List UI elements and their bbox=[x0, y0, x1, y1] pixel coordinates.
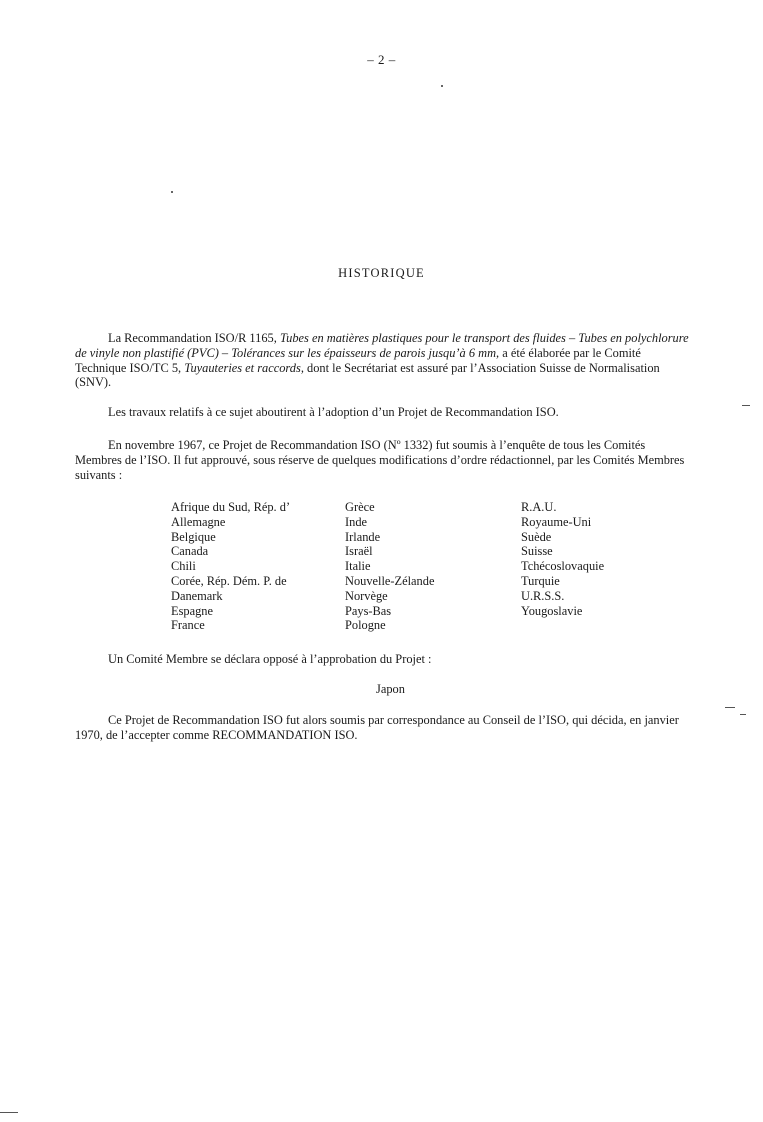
member-item: U.R.S.S. bbox=[521, 588, 565, 603]
paragraph-enquiry bbox=[75, 438, 695, 482]
scan-mark bbox=[740, 714, 746, 715]
member-item: Espagne bbox=[171, 603, 213, 618]
scan-mark bbox=[725, 707, 735, 708]
paragraph-opposition bbox=[75, 652, 695, 667]
member-item: Suisse bbox=[521, 544, 553, 559]
member-item: R.A.U. bbox=[521, 500, 557, 514]
member-item: Afrique du Sud, Rép. d’ bbox=[171, 500, 291, 514]
scan-mark bbox=[742, 405, 750, 406]
member-item: Tchécoslovaquie bbox=[521, 559, 605, 574]
paragraph-history-italic-b: Tuyauteries et raccords, bbox=[184, 360, 304, 375]
paragraph-history bbox=[75, 331, 695, 390]
member-item: Belgique bbox=[171, 529, 216, 544]
paragraph-enquiry-text: En novembre 1967, ce Projet de Recommandation ISO (Nº 1332) fut soumis à l’enquête de tous les Comités Membres de l’ISO. Il fut approuvé, sous réserve de quelques modifications d’ordre rédactionnel, par les Comités Membres suivants : bbox=[75, 438, 685, 482]
member-item: Royaume-Uni bbox=[521, 514, 592, 529]
paragraph-history-text-a: La Recommandation ISO/R 1165, bbox=[108, 331, 280, 345]
scan-speck bbox=[441, 85, 443, 87]
member-item: Danemark bbox=[171, 588, 223, 603]
scan-mark bbox=[0, 1112, 18, 1113]
member-item: Inde bbox=[345, 514, 368, 529]
paragraph-acceptance bbox=[75, 713, 695, 743]
paragraph-history-italic-a: Tubes en matières plastiques pour le transport des fluides – Tubes en polychlorure de vinyle non plastifié (PVC) – Tolérances sur les épaisseurs de parois jusqu’à 6 mm, bbox=[75, 331, 689, 360]
member-item: Turquie bbox=[521, 573, 560, 588]
paragraph-acceptance-text: Ce Projet de Recommandation ISO fut alors soumis par correspondance au Conseil de l’ISO, qui décida, en janvier 1970, de l’accepter comme RECOMMANDATION ISO. bbox=[75, 713, 679, 742]
member-item: Grèce bbox=[345, 500, 375, 514]
page-number: – 2 – bbox=[367, 52, 396, 67]
member-column-2 bbox=[345, 500, 521, 633]
paragraph-adoption bbox=[75, 405, 695, 420]
paragraph-history-text-c: dont le Secrétariat est assuré par l’Association Suisse de Normalisation (SNV). bbox=[75, 360, 660, 390]
member-column-3 bbox=[521, 500, 661, 633]
member-item: Italie bbox=[345, 559, 371, 574]
section-title: HISTORIQUE bbox=[338, 266, 425, 280]
member-item: Chili bbox=[171, 559, 196, 574]
member-item: Suède bbox=[521, 529, 552, 544]
member-column-1 bbox=[171, 500, 345, 633]
member-item: Canada bbox=[171, 544, 209, 559]
opposed-member: Japon bbox=[376, 682, 405, 696]
member-item: Pologne bbox=[345, 618, 386, 633]
paragraph-opposition-text: Un Comité Membre se déclara opposé à l’approbation du Projet : bbox=[108, 652, 432, 666]
member-item: Norvège bbox=[345, 588, 388, 603]
member-item: Nouvelle-Zélande bbox=[345, 573, 435, 588]
member-item: Allemagne bbox=[171, 514, 226, 529]
member-bodies-list bbox=[171, 500, 661, 633]
member-item: Pays-Bas bbox=[345, 603, 392, 618]
scan-speck bbox=[171, 191, 173, 193]
paragraph-history-text-b: a été élaborée par le Comité Technique ISO/TC 5, bbox=[75, 345, 641, 375]
member-item: Irlande bbox=[345, 529, 381, 544]
paragraph-adoption-text: Les travaux relatifs à ce sujet aboutirent à l’adoption d’un Projet de Recommandation ISO. bbox=[108, 405, 559, 419]
member-item: France bbox=[171, 618, 205, 633]
member-item: Corée, Rép. Dém. P. de bbox=[171, 573, 287, 588]
member-item: Yougoslavie bbox=[521, 603, 583, 618]
member-item: Israël bbox=[345, 544, 373, 559]
